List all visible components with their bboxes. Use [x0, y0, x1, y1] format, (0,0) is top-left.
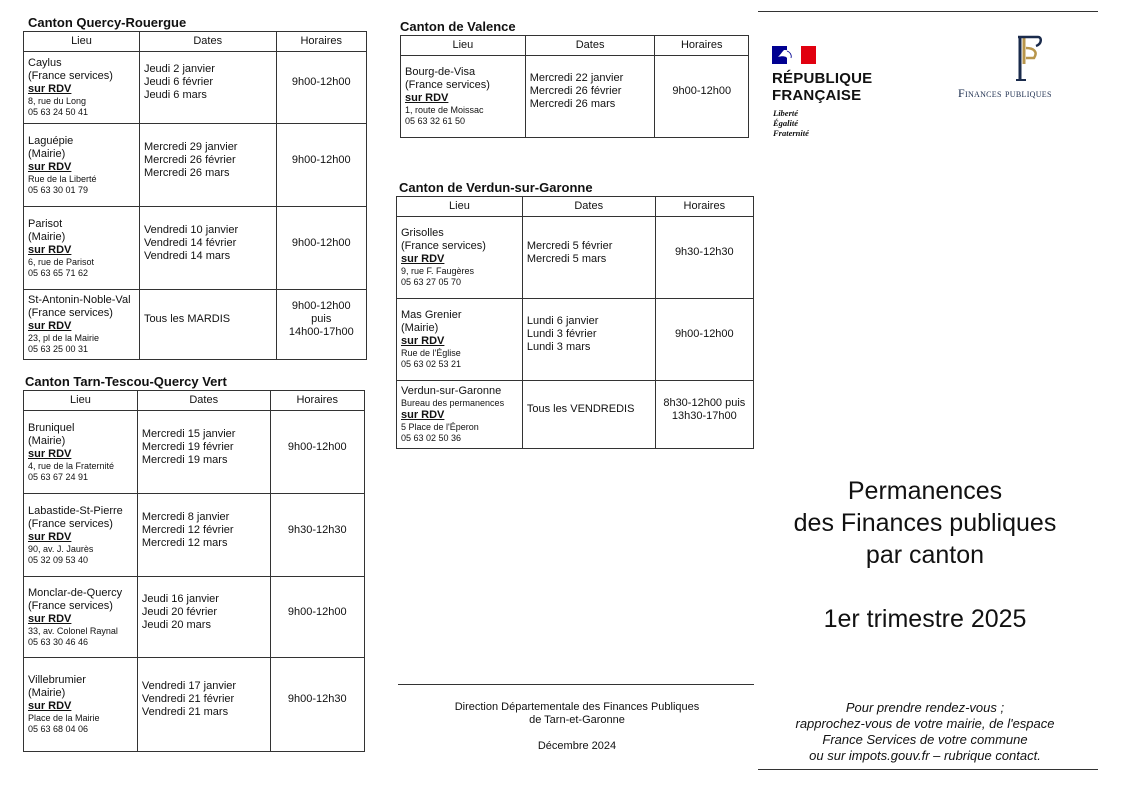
- hours-entry: 9h00-12h00: [287, 605, 347, 618]
- date-entry: Mercredi 19 février: [141, 440, 234, 453]
- canton-table: [400, 35, 749, 138]
- finances-publiques-logo-icon: [1008, 34, 1044, 82]
- dates-cell: [139, 207, 276, 290]
- col-header-dates: Dates: [525, 36, 655, 56]
- canton-title: Canton Tarn-Tescou-Quercy Vert: [25, 374, 227, 389]
- date-entry: Vendredi 17 janvier: [141, 680, 237, 692]
- motto-egalite: Égalité: [773, 118, 799, 128]
- date-entry: Jeudi 6 mars: [143, 89, 207, 101]
- title-line-1: Permanences: [847, 477, 1003, 505]
- dates-cell: [525, 56, 655, 138]
- place-type: Bureau des permanences: [401, 398, 505, 408]
- place-name: Bruniquel: [28, 421, 75, 434]
- sur-rdv-label: sur RDV: [28, 612, 72, 625]
- place-type: (Mairie): [401, 322, 439, 334]
- hours-entry: 8h30-12h00 puis: [663, 396, 746, 409]
- col-header-dates: Dates: [139, 32, 276, 52]
- note-line-1: Pour prendre rendez-vous ;: [845, 700, 1005, 715]
- dates-cell: [137, 411, 270, 494]
- place-address: 5 Place de l'Éperon: [401, 422, 479, 432]
- place-phone: 05 63 25 00 31: [28, 344, 89, 354]
- horaires-cell: [655, 56, 749, 138]
- date-entry: Vendredi 10 janvier: [143, 223, 239, 236]
- date-entry: Mercredi 26 mars: [529, 98, 616, 110]
- table-row: [24, 411, 365, 494]
- lieu-cell: [397, 299, 523, 381]
- horaires-cell: [276, 52, 366, 124]
- sur-rdv-label: sur RDV: [28, 700, 72, 712]
- place-phone: 05 63 02 53 21: [401, 359, 462, 369]
- horaires-cell: [655, 299, 753, 381]
- rf-line-2: FRANÇAISE: [772, 87, 862, 104]
- direction-line-2: de Tarn-et-Garonne: [529, 714, 625, 726]
- place-type: (France services): [28, 599, 113, 612]
- place-name: Mas Grenier: [401, 309, 462, 321]
- sur-rdv-label: sur RDV: [28, 243, 72, 256]
- dates-cell: [139, 124, 276, 207]
- dates-cell: [137, 658, 270, 752]
- trimestre-label: 1er trimestre 2025: [823, 605, 1027, 633]
- table-row: [24, 207, 367, 290]
- place-address: Rue de l'Église: [401, 348, 461, 358]
- date-entry: Jeudi 16 janvier: [141, 592, 219, 605]
- finances-publiques-label: Finances publiques: [958, 86, 1052, 100]
- place-address: 1, route de Moissac: [405, 105, 484, 115]
- date-entry: Mercredi 26 février: [143, 153, 236, 166]
- date-entry: Vendredi 21 février: [141, 693, 235, 705]
- place-type: (France services): [405, 79, 490, 91]
- dates-cell: [522, 381, 655, 449]
- place-address: 23, pl de la Mairie: [28, 333, 100, 343]
- date-entry: Jeudi 6 février: [143, 76, 214, 88]
- date-entry: Mercredi 22 janvier: [529, 72, 624, 84]
- bottom-rule: [758, 769, 1098, 770]
- lieu-cell: [24, 290, 140, 360]
- sur-rdv-label: sur RDV: [28, 83, 72, 95]
- hours-entry: 9h30-12h30: [674, 246, 734, 258]
- col-header-horaires: Horaires: [655, 197, 753, 217]
- date-entry: Mercredi 15 janvier: [141, 427, 236, 440]
- place-phone: 05 63 24 50 41: [28, 107, 89, 117]
- table-row: [24, 124, 367, 207]
- sur-rdv-label: sur RDV: [28, 530, 72, 543]
- republique-francaise-label: [772, 70, 872, 104]
- place-type: (Mairie): [28, 434, 66, 447]
- date-entry: Vendredi 14 mars: [143, 249, 231, 262]
- date-entry: Jeudi 20 février: [141, 605, 218, 618]
- date-entry: Jeudi 20 mars: [141, 618, 211, 631]
- horaires-cell: [270, 577, 364, 658]
- table-row: [24, 52, 367, 124]
- table-row: [24, 577, 365, 658]
- table-row: [401, 56, 749, 138]
- dates-cell: [137, 494, 270, 577]
- place-phone: 05 63 65 71 62: [28, 267, 89, 278]
- col-header-horaires: Horaires: [276, 32, 366, 52]
- place-address: 33, av. Colonel Raynal: [28, 625, 118, 636]
- canton-table: [396, 196, 754, 449]
- lieu-cell: [24, 52, 140, 124]
- table-row: [397, 381, 754, 449]
- canton-de-verdun-sur-garonne: [396, 180, 754, 449]
- col-header-dates: Dates: [137, 391, 270, 411]
- date-entry: Mercredi 5 mars: [526, 252, 607, 265]
- place-address: 6, rue de Parisot: [28, 256, 95, 267]
- col-header-lieu: Lieu: [397, 197, 523, 217]
- col-header-lieu: Lieu: [401, 36, 526, 56]
- republique-motto: [773, 108, 809, 138]
- place-phone: 05 63 30 46 46: [28, 636, 89, 647]
- hours-entry: 9h00-12h00: [291, 76, 351, 88]
- date-entry: Lundi 6 janvier: [526, 315, 599, 327]
- place-type: (France services): [28, 70, 113, 82]
- place-name: Grisolles: [401, 227, 444, 239]
- place-name: Laguépie: [28, 134, 74, 147]
- hours-entry: 9h00-12h00: [287, 440, 347, 453]
- horaires-cell: [655, 381, 753, 449]
- place-address: 90, av. J. Jaurès: [28, 543, 94, 554]
- date-entry: Mercredi 5 février: [526, 239, 613, 252]
- rf-line-1: RÉPUBLIQUE: [772, 70, 873, 87]
- place-name: St-Antonin-Noble-Val: [28, 294, 131, 306]
- date-entry: Vendredi 14 février: [143, 236, 237, 249]
- place-phone: 05 32 09 53 40: [28, 554, 89, 565]
- motto-liberte: Liberté: [773, 108, 799, 118]
- top-rule: [758, 11, 1098, 12]
- title-line-2: des Finances publiques: [793, 509, 1057, 537]
- canton-tarn-tescou-quercy-vert: [23, 374, 365, 752]
- place-address: 9, rue F. Faugères: [401, 266, 475, 276]
- place-type: (France services): [401, 240, 486, 252]
- hours-entry: 9h00-12h00 puis: [291, 300, 351, 325]
- rendez-vous-note: [760, 700, 1090, 764]
- sur-rdv-label: sur RDV: [401, 409, 445, 421]
- canton-table: [23, 390, 365, 752]
- hours-entry: 9h00-12h00: [672, 85, 732, 97]
- date-entry: Mercredi 29 janvier: [143, 140, 238, 153]
- place-phone: 05 63 02 50 36: [401, 433, 462, 443]
- publication-date: Décembre 2024: [537, 740, 617, 752]
- place-phone: 05 63 68 04 06: [28, 724, 89, 734]
- lieu-cell: [401, 56, 526, 138]
- place-name: Caylus: [28, 57, 62, 69]
- col-header-lieu: Lieu: [24, 32, 140, 52]
- note-line-4: ou sur impots.gouv.fr – rubrique contact.: [809, 748, 1041, 763]
- hours-entry: 9h00-12h00: [291, 153, 351, 166]
- table-row: [24, 290, 367, 360]
- place-address: 8, rue du Long: [28, 96, 87, 106]
- lieu-cell: [24, 124, 140, 207]
- place-type: (Mairie): [28, 230, 66, 243]
- date-entry: Mercredi 26 mars: [143, 166, 230, 179]
- date-entry: Mercredi 8 janvier: [141, 510, 230, 523]
- table-row: [397, 299, 754, 381]
- hours-entry: 9h30-12h30: [287, 523, 347, 536]
- motto-fraternite: Fraternité: [773, 128, 809, 138]
- table-row: [24, 658, 365, 752]
- hours-entry: 9h00-12h00: [674, 328, 734, 340]
- date-entry: Mercredi 12 février: [141, 523, 234, 536]
- horaires-cell: [655, 217, 753, 299]
- lieu-cell: [397, 381, 523, 449]
- date-entry: Tous les MARDIS: [143, 313, 231, 325]
- hours-entry: 9h00-12h30: [287, 693, 347, 705]
- date-entry: Mercredi 19 mars: [141, 453, 228, 466]
- sur-rdv-label: sur RDV: [28, 447, 72, 460]
- lieu-cell: [397, 217, 523, 299]
- place-phone: 05 63 32 61 50: [405, 116, 466, 126]
- place-name: Bourg-de-Visa: [405, 66, 476, 78]
- canton-title: Canton Quercy-Rouergue: [28, 15, 187, 30]
- date-entry: Lundi 3 février: [526, 328, 597, 340]
- canton-table: [23, 31, 367, 360]
- canton-de-valence: [400, 19, 749, 138]
- place-name: Monclar-de-Quercy: [28, 586, 123, 599]
- dates-cell: [522, 299, 655, 381]
- date-entry: Tous les VENDREDIS: [526, 403, 635, 415]
- col-header-horaires: Horaires: [270, 391, 364, 411]
- place-phone: 05 63 30 01 79: [28, 184, 89, 195]
- date-entry: Jeudi 2 janvier: [143, 63, 215, 75]
- table-row: [24, 494, 365, 577]
- dates-cell: [139, 290, 276, 360]
- horaires-cell: [276, 207, 366, 290]
- place-name: Verdun-sur-Garonne: [401, 385, 502, 397]
- place-type: (Mairie): [28, 147, 66, 160]
- hours-entry: 14h00-17h00: [288, 326, 354, 338]
- horaires-cell: [270, 494, 364, 577]
- sur-rdv-label: sur RDV: [28, 160, 72, 173]
- middle-rule: [398, 684, 754, 685]
- place-address: 4, rue de la Fraternité: [28, 460, 115, 471]
- place-address: Place de la Mairie: [28, 713, 100, 723]
- dates-cell: [137, 577, 270, 658]
- canton-title: Canton de Valence: [400, 19, 516, 34]
- note-line-3: France Services de votre commune: [822, 732, 1028, 747]
- date-entry: Vendredi 21 mars: [141, 706, 229, 718]
- horaires-cell: [270, 411, 364, 494]
- col-header-lieu: Lieu: [24, 391, 138, 411]
- place-address: Rue de la Liberté: [28, 173, 97, 184]
- table-row: [397, 217, 754, 299]
- marianne-flag-icon: [772, 46, 816, 64]
- place-type: (France services): [28, 517, 113, 530]
- lieu-cell: [24, 411, 138, 494]
- canton-title: Canton de Verdun-sur-Garonne: [399, 180, 593, 195]
- lieu-cell: [24, 207, 140, 290]
- place-phone: 05 63 27 05 70: [401, 277, 462, 287]
- horaires-cell: [276, 124, 366, 207]
- canton-quercy-rouergue: [23, 15, 367, 360]
- hours-entry: 13h30-17h00: [671, 409, 737, 422]
- sur-rdv-label: sur RDV: [28, 320, 72, 332]
- col-header-dates: Dates: [522, 197, 655, 217]
- place-name: Parisot: [28, 217, 63, 230]
- note-line-2: rapprochez-vous de votre mairie, de l'espace: [795, 716, 1055, 731]
- place-type: (France services): [28, 307, 113, 319]
- date-entry: Lundi 3 mars: [526, 341, 591, 353]
- lieu-cell: [24, 658, 138, 752]
- date-entry: Mercredi 12 mars: [141, 536, 228, 549]
- place-phone: 05 63 67 24 91: [28, 471, 89, 482]
- date-entry: Mercredi 26 février: [529, 85, 622, 97]
- dates-cell: [139, 52, 276, 124]
- main-title: [760, 475, 1090, 571]
- direction-label: [400, 701, 754, 727]
- horaires-cell: [276, 290, 366, 360]
- place-name: Villebrumier: [28, 674, 86, 686]
- dates-cell: [522, 217, 655, 299]
- place-name: Labastide-St-Pierre: [28, 504, 123, 517]
- hours-entry: 9h00-12h00: [291, 236, 351, 249]
- sur-rdv-label: sur RDV: [401, 253, 445, 265]
- sur-rdv-label: sur RDV: [405, 92, 449, 104]
- place-type: (Mairie): [28, 687, 66, 699]
- title-line-3: par canton: [865, 541, 985, 569]
- col-header-horaires: Horaires: [655, 36, 749, 56]
- sur-rdv-label: sur RDV: [401, 335, 445, 347]
- lieu-cell: [24, 577, 138, 658]
- lieu-cell: [24, 494, 138, 577]
- horaires-cell: [270, 658, 364, 752]
- direction-line-1: Direction Départementale des Finances Publiques: [454, 701, 700, 713]
